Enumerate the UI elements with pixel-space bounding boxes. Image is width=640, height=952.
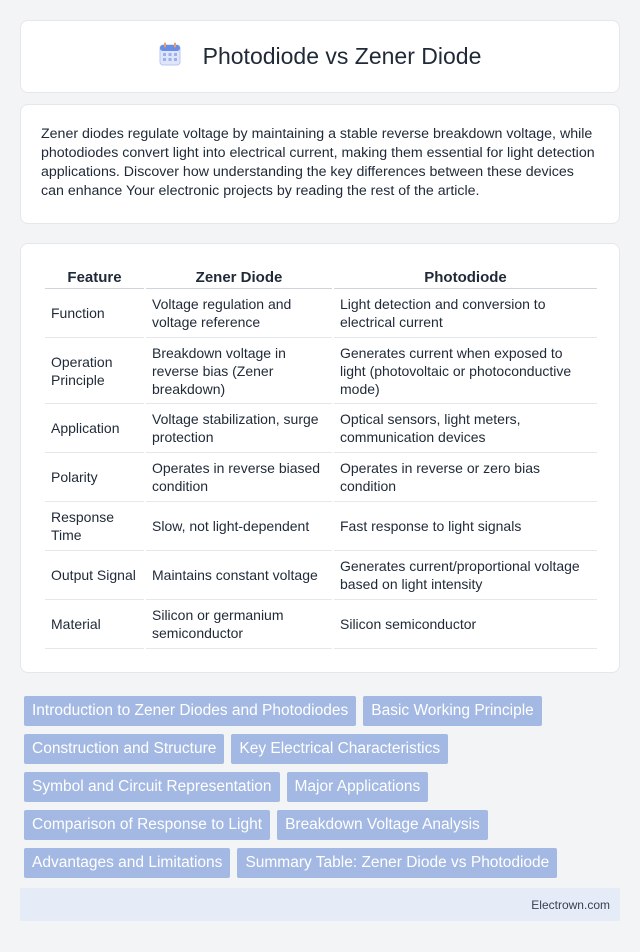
footer: [20, 888, 620, 921]
table-cell: Generates current when exposed to light (photovoltaic or photoconductive mode): [334, 338, 597, 404]
table-cell: Silicon semiconductor: [334, 600, 597, 649]
calendar-icon: [159, 42, 181, 71]
table-row: [45, 338, 597, 404]
table-cell: Fast response to light signals: [334, 502, 597, 551]
topic-tag[interactable]: Basic Working Principle: [363, 696, 542, 726]
title-card: [20, 20, 620, 93]
table-row: [45, 600, 597, 649]
table-cell: Output Signal: [45, 551, 144, 600]
topic-tag[interactable]: Introduction to Zener Diodes and Photodiodes: [24, 696, 356, 726]
table-cell: Optical sensors, light meters, communication devices: [334, 404, 597, 453]
table-cell: Maintains constant voltage: [146, 551, 332, 600]
table-cell: Response Time: [45, 502, 144, 551]
table-cell: Operates in reverse biased condition: [146, 453, 332, 502]
table-cell: Silicon or germanium semiconductor: [146, 600, 332, 649]
table-cell: Material: [45, 600, 144, 649]
table-cell: Polarity: [45, 453, 144, 502]
table-header-row: [45, 264, 597, 289]
table-cell: Slow, not light-dependent: [146, 502, 332, 551]
intro-paragraph: Zener diodes regulate voltage by maintaining a stable reverse breakdown voltage, while photodiodes convert light into electrical current, making them essential for light detection applications. Discover how understanding the key differences between these devices can enhance Your electronic projects by reading the rest of the article.: [41, 126, 595, 199]
topic-tag[interactable]: Comparison of Response to Light: [24, 810, 270, 840]
table-cell: Voltage stabilization, surge protection: [146, 404, 332, 453]
footer-site-link[interactable]: Electrown.com: [531, 897, 610, 912]
table-cell: Application: [45, 404, 144, 453]
topic-tag[interactable]: Symbol and Circuit Representation: [24, 772, 280, 802]
table-row: [45, 289, 597, 338]
topic-tag[interactable]: Major Applications: [287, 772, 429, 802]
page-title: Photodiode vs Zener Diode: [202, 43, 482, 69]
comparison-table: [43, 264, 599, 649]
column-header: Zener Diode: [146, 264, 332, 289]
table-row: [45, 551, 597, 600]
topic-tag[interactable]: Key Electrical Characteristics: [231, 734, 448, 764]
table-row: [45, 453, 597, 502]
intro-card: [20, 104, 620, 224]
table-cell: Voltage regulation and voltage reference: [146, 289, 332, 338]
topic-tag-list: [24, 696, 614, 878]
comparison-table-card: [20, 243, 620, 673]
column-header: Photodiode: [334, 264, 597, 289]
table-cell: Function: [45, 289, 144, 338]
table-cell: Operation Principle: [45, 338, 144, 404]
table-cell: Light detection and conversion to electrical current: [334, 289, 597, 338]
topic-tag[interactable]: Construction and Structure: [24, 734, 224, 764]
table-cell: Operates in reverse or zero bias condition: [334, 453, 597, 502]
table-row: [45, 404, 597, 453]
topic-tag[interactable]: Breakdown Voltage Analysis: [277, 810, 488, 840]
table-cell: Generates current/proportional voltage based on light intensity: [334, 551, 597, 600]
column-header: Feature: [45, 264, 144, 289]
table-row: [45, 502, 597, 551]
topic-tag[interactable]: Summary Table: Zener Diode vs Photodiode: [237, 848, 557, 878]
topic-tag[interactable]: Advantages and Limitations: [24, 848, 230, 878]
table-cell: Breakdown voltage in reverse bias (Zener breakdown): [146, 338, 332, 404]
